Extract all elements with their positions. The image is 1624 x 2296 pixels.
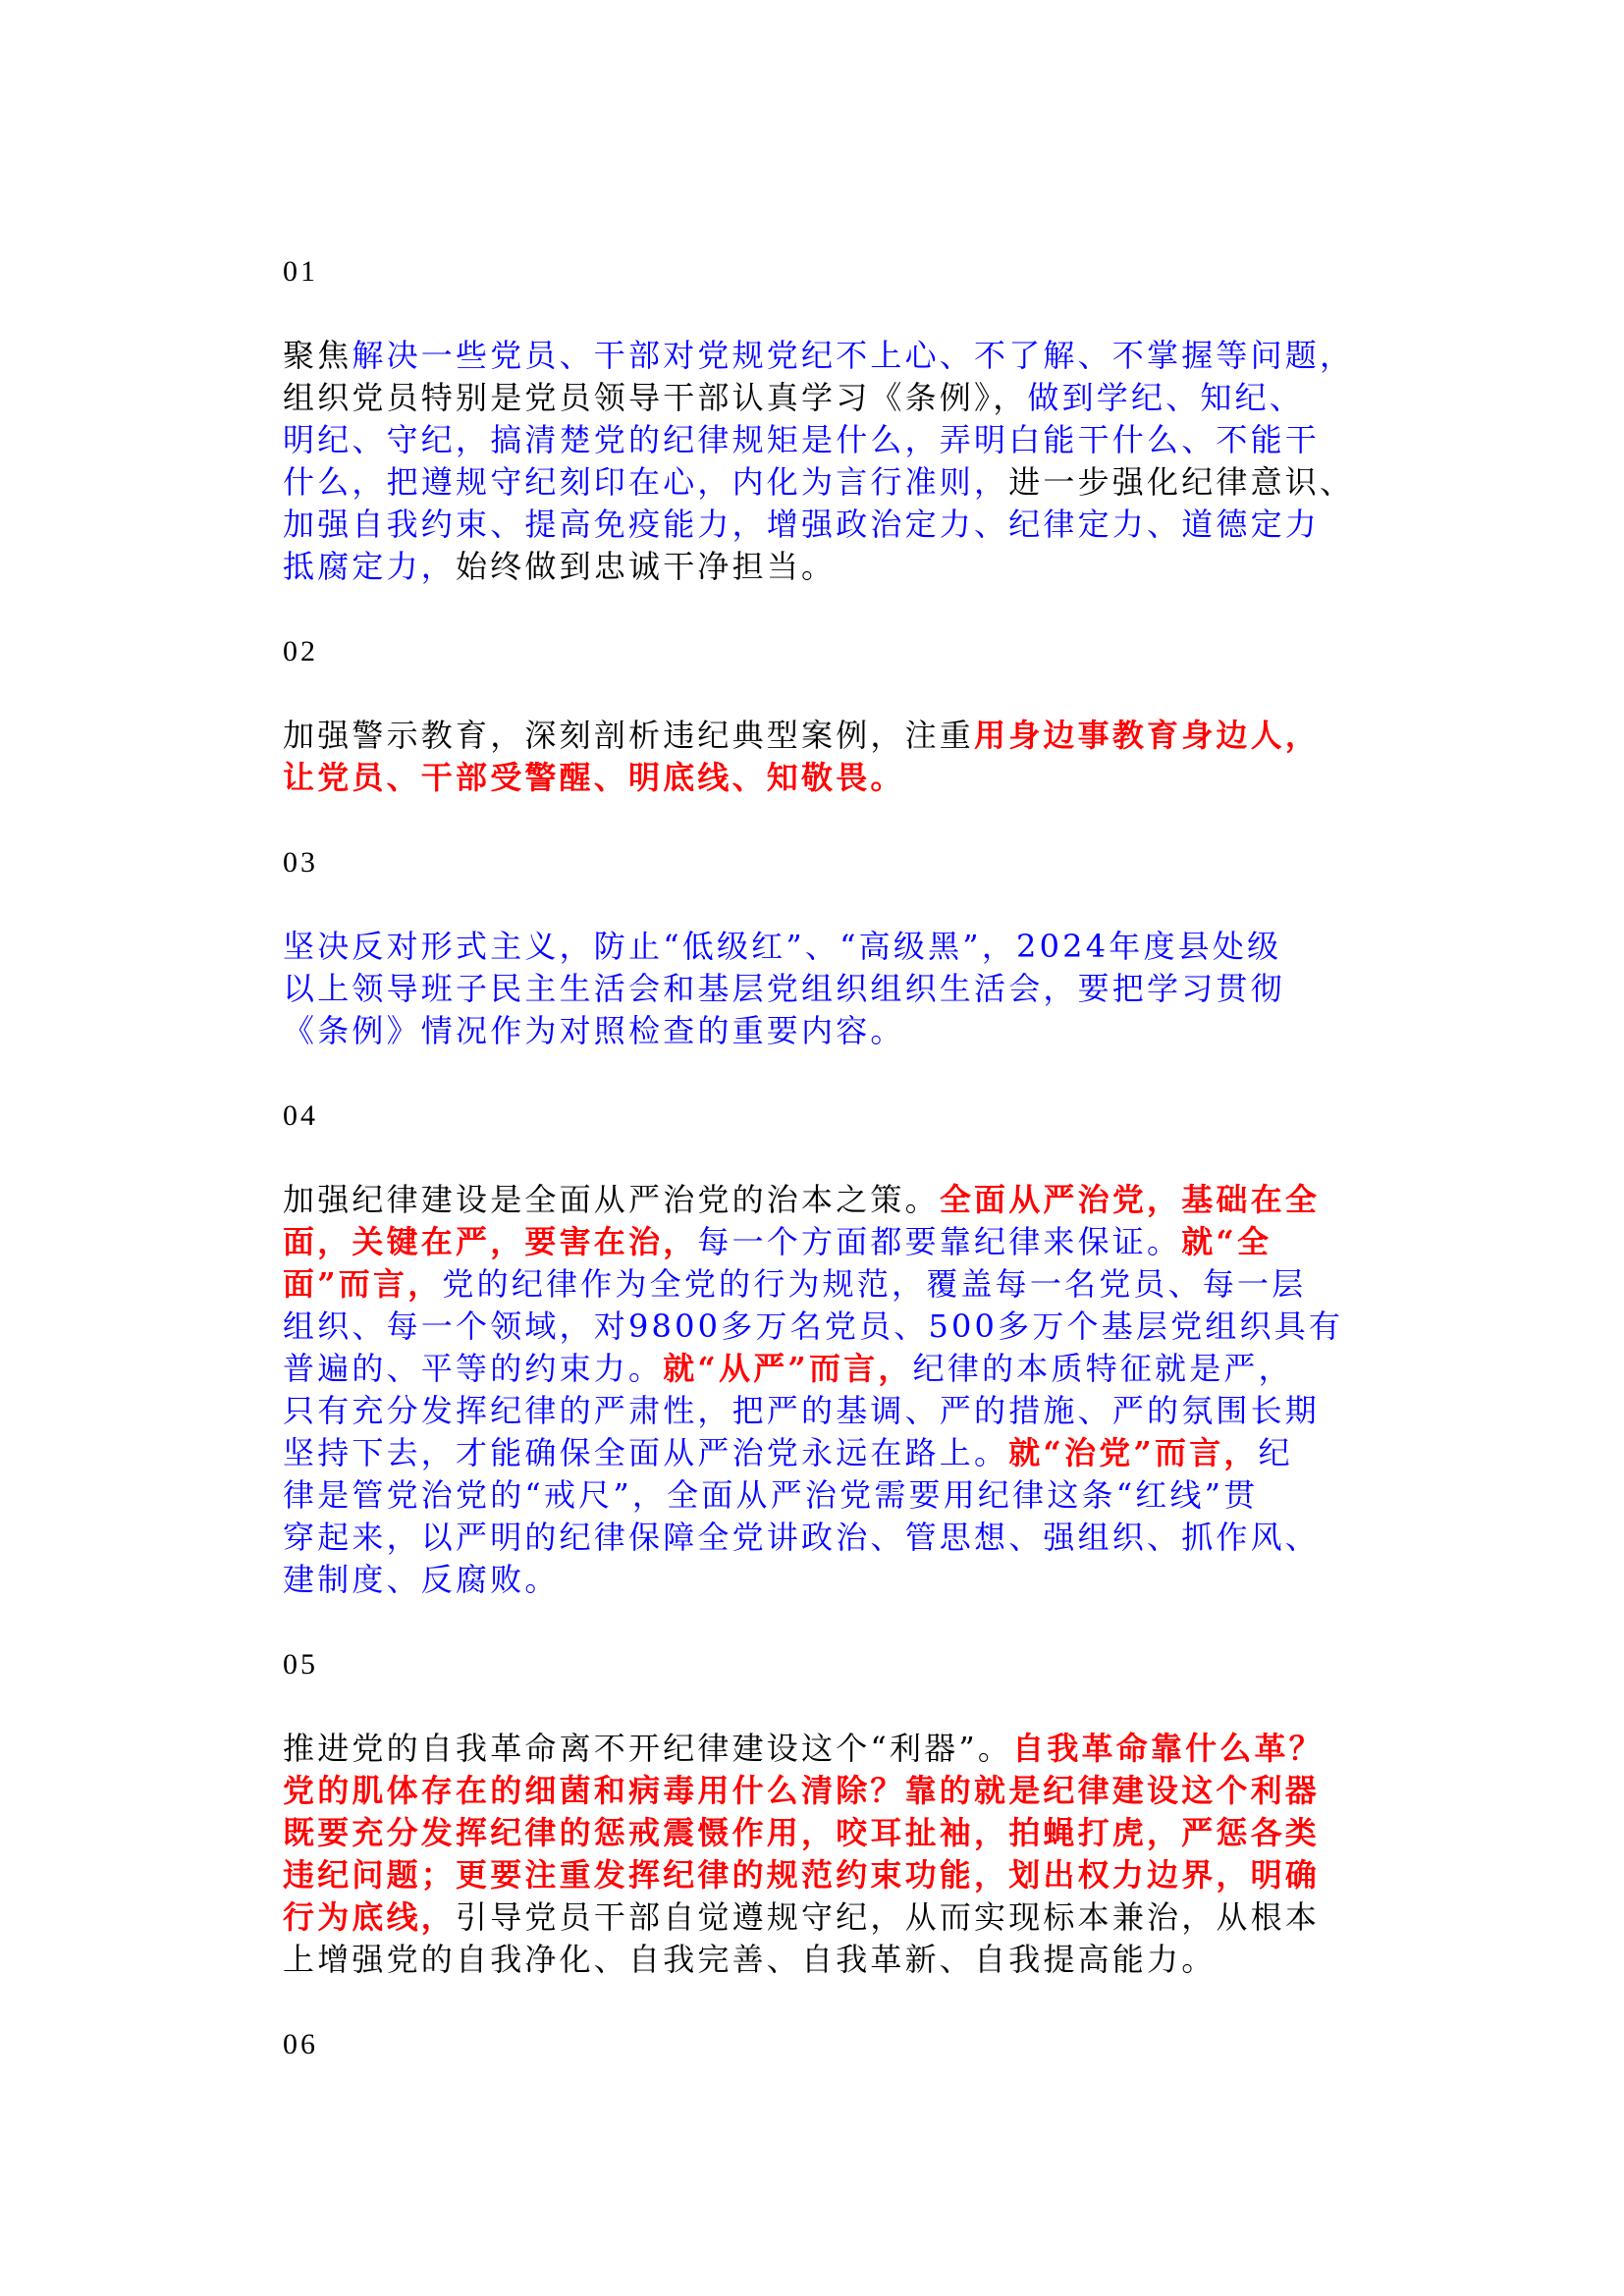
paragraph-line	[283, 968, 1392, 1010]
body-text: 组织党员特别是党员领导干部认真学习《条例》，	[283, 379, 1028, 416]
body-text: 推进党的自我革命离不开纪律建设这个“利器”。	[283, 1730, 1013, 1767]
highlight-blue-text: 解决一些党员、干部对党规党纪不上心、不了解、不掌握等问题，	[352, 337, 1355, 374]
paragraph-line	[283, 1474, 1392, 1517]
section-number: 01	[283, 255, 318, 288]
highlight-blue-text: 只有充分发挥纪律的严肃性，把严的基调、严的措施、严的氛围长期	[283, 1392, 1321, 1429]
highlight-blue-text: 党的纪律作为全党的行为规范，覆盖每一名党员、每一层	[442, 1265, 1307, 1303]
paragraph-line	[283, 1939, 1392, 1981]
section-number: 03	[283, 846, 318, 879]
paragraph-line	[283, 504, 1392, 546]
paragraph-line	[283, 377, 1392, 419]
body-text: 加强纪律建设是全面从严治党的治本之策。	[283, 1181, 940, 1218]
section-paragraph	[283, 1728, 1392, 1981]
paragraph-line	[283, 715, 1392, 757]
paragraph-line	[283, 1306, 1392, 1348]
section-number: 02	[283, 635, 318, 667]
section-paragraph	[283, 1179, 1392, 1601]
highlight-blue-text: 每一个方面都要靠纪律来保证。	[697, 1223, 1182, 1260]
highlight-blue-text: 什么，把遵规守纪刻印在心，内化为言行准则，	[283, 463, 1009, 501]
paragraph-line	[283, 1179, 1392, 1221]
emphasis-red-text: 让党员、干部受警醒、明底线、知敬畏。	[283, 759, 905, 796]
paragraph-line	[283, 1517, 1392, 1559]
highlight-blue-text: 抵腐定力，	[283, 548, 457, 585]
body-text: 聚焦	[283, 337, 352, 374]
paragraph-line	[283, 1770, 1392, 1812]
paragraph-line	[283, 1812, 1392, 1854]
section-number: 06	[283, 2028, 318, 2060]
emphasis-red-text: 面，关键在严，要害在治，	[283, 1223, 698, 1260]
body-text: 始终做到忠诚干净担当。	[456, 548, 837, 585]
emphasis-red-text: 自我革命靠什么革？	[1012, 1730, 1324, 1767]
paragraph-line	[283, 1432, 1392, 1474]
paragraph-line	[283, 1221, 1392, 1263]
emphasis-red-text: 就“治党”而言，	[1008, 1434, 1259, 1471]
document-page	[283, 250, 1392, 2108]
paragraph-line	[283, 1728, 1392, 1770]
emphasis-red-text: 党的肌体存在的细菌和病毒用什么清除？靠的就是纪律建设这个利器	[283, 1772, 1321, 1809]
paragraph-line	[283, 419, 1392, 461]
section-number: 05	[283, 1648, 318, 1681]
emphasis-red-text: 用身边事教育身边人，	[974, 717, 1321, 754]
emphasis-red-text: 全面从严治党，基础在全	[939, 1181, 1321, 1218]
paragraph-line	[283, 1854, 1392, 1896]
paragraph-line	[283, 1390, 1392, 1432]
highlight-blue-text: 纪律的本质特征就是严，	[912, 1350, 1293, 1387]
highlight-blue-text: 做到学纪、知纪、	[1027, 379, 1305, 416]
highlight-blue-text: 以上领导班子民主生活会和基层党组织组织生活会，要把学习贯彻	[283, 970, 1285, 1007]
section-paragraph	[283, 335, 1392, 588]
paragraph-line	[283, 546, 1392, 588]
highlight-blue-text: 纪	[1258, 1434, 1293, 1471]
highlight-blue-text: 普遍的、平等的约束力。	[283, 1350, 664, 1387]
highlight-blue-text: 坚决反对形式主义，防止“低级红”、“高级黑”，2024年度县处级	[283, 928, 1282, 965]
highlight-blue-text: 律是管党治党的“戒尺”，全面从严治党需要用纪律这条“红线”贯	[283, 1476, 1259, 1514]
paragraph-line	[283, 1263, 1392, 1306]
paragraph-line	[283, 926, 1392, 968]
paragraph-line	[283, 1010, 1392, 1052]
body-text: 上增强党的自我净化、自我完善、自我革新、自我提高能力。	[283, 1941, 1217, 1978]
body-text: 引导党员干部自觉遵规守纪，从而实现标本兼治，从根本	[456, 1898, 1321, 1936]
highlight-blue-text: 加强自我约束、提高免疫能力，增强政治定力、纪律定力、道德定力	[283, 506, 1321, 543]
paragraph-line	[283, 757, 1392, 799]
section-number: 04	[283, 1099, 318, 1132]
emphasis-red-text: 行为底线，	[283, 1898, 457, 1936]
emphasis-red-text: 就“从严”而言，	[663, 1350, 913, 1387]
highlight-blue-text: 建制度、反腐败。	[283, 1561, 560, 1598]
paragraph-line	[283, 1559, 1392, 1601]
paragraph-line	[283, 461, 1392, 504]
body-text: 加强警示教育，深刻剖析违纪典型案例，注重	[283, 717, 975, 754]
emphasis-red-text: 违纪问题；更要注重发挥纪律的规范约束功能，划出权力边界，明确	[283, 1856, 1321, 1894]
highlight-blue-text: 组织、每一个领域，对9800多万名党员、500多万个基层党组织具有	[283, 1308, 1344, 1345]
paragraph-line	[283, 1348, 1392, 1390]
highlight-blue-text: 明纪、守纪，搞清楚党的纪律规矩是什么，弄明白能干什么、不能干	[283, 421, 1321, 458]
paragraph-line	[283, 1896, 1392, 1939]
body-text: 进一步强化纪律意识、	[1008, 463, 1355, 501]
highlight-blue-text: 坚持下去，才能确保全面从严治党永远在路上。	[283, 1434, 1009, 1471]
highlight-blue-text: 穿起来，以严明的纪律保障全党讲政治、管思想、强组织、抓作风、	[283, 1519, 1321, 1556]
emphasis-red-text: 就“全	[1181, 1223, 1272, 1260]
section-paragraph	[283, 926, 1392, 1052]
emphasis-red-text: 面”而言，	[283, 1265, 443, 1303]
paragraph-line	[283, 335, 1392, 377]
section-paragraph	[283, 715, 1392, 799]
highlight-blue-text: 《条例》情况作为对照检查的重要内容。	[283, 1012, 905, 1049]
emphasis-red-text: 既要充分发挥纪律的惩戒震慑作用，咬耳扯袖，拍蝇打虎，严惩各类	[283, 1814, 1321, 1851]
